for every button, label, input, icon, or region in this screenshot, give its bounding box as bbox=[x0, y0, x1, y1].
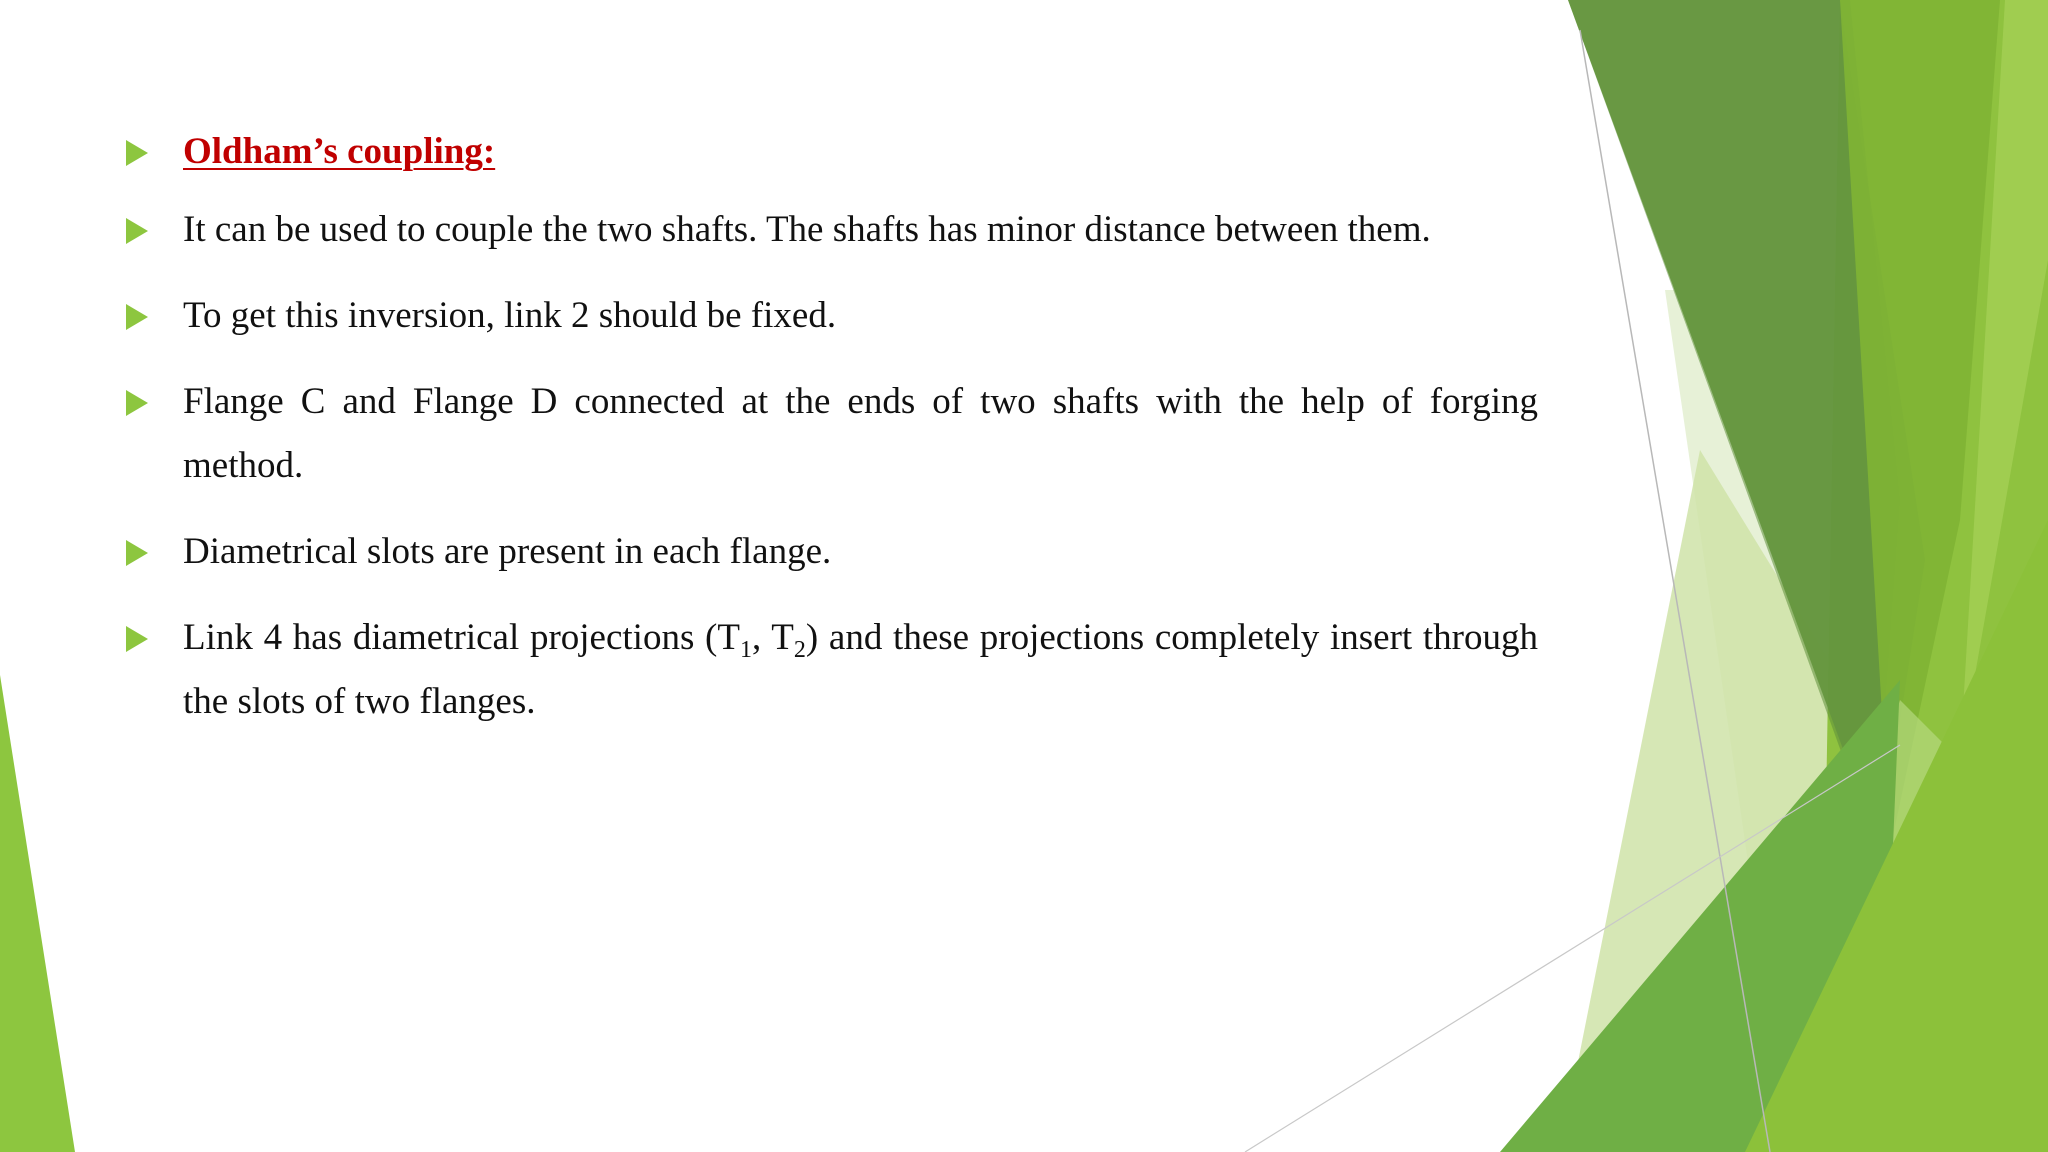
bullet-text-part: , T bbox=[751, 617, 794, 658]
bullet-arrow-icon bbox=[126, 540, 148, 566]
bullet-text-part: ) and these projections completely insert through the slots of two flanges. bbox=[183, 617, 1538, 722]
bullet-text-part: Link 4 has diametrical projections (T bbox=[183, 617, 740, 658]
bullet-item bbox=[118, 606, 1538, 734]
bullet-arrow-icon bbox=[126, 140, 148, 166]
bullet-item bbox=[118, 520, 1538, 584]
subscript: 2 bbox=[793, 637, 806, 663]
bullet-arrow-icon bbox=[126, 218, 148, 244]
left-green-sliver bbox=[0, 675, 75, 1152]
bullet-text: Diametrical slots are present in each flange. bbox=[183, 531, 832, 572]
bullet-item bbox=[118, 284, 1538, 348]
bullet-text: It can be used to couple the two shafts. The shafts has minor distance between them. bbox=[183, 209, 1431, 250]
bullet-arrow-icon bbox=[126, 626, 148, 652]
bullet-arrow-icon bbox=[126, 390, 148, 416]
bullet-item bbox=[118, 370, 1538, 498]
bullet-text: To get this inversion, link 2 should be fixed. bbox=[183, 295, 837, 336]
bullet-text bbox=[183, 617, 1538, 722]
bullet-item bbox=[118, 198, 1538, 262]
bullet-arrow-icon bbox=[126, 304, 148, 330]
slide-heading: Oldham’s coupling: bbox=[183, 131, 496, 172]
subscript: 1 bbox=[739, 637, 752, 663]
bullet-text: Flange C and Flange D connected at the ends of two shafts with the help of forging method. bbox=[183, 381, 1538, 486]
bullet-heading bbox=[118, 120, 1538, 184]
slide-content bbox=[118, 120, 1538, 756]
